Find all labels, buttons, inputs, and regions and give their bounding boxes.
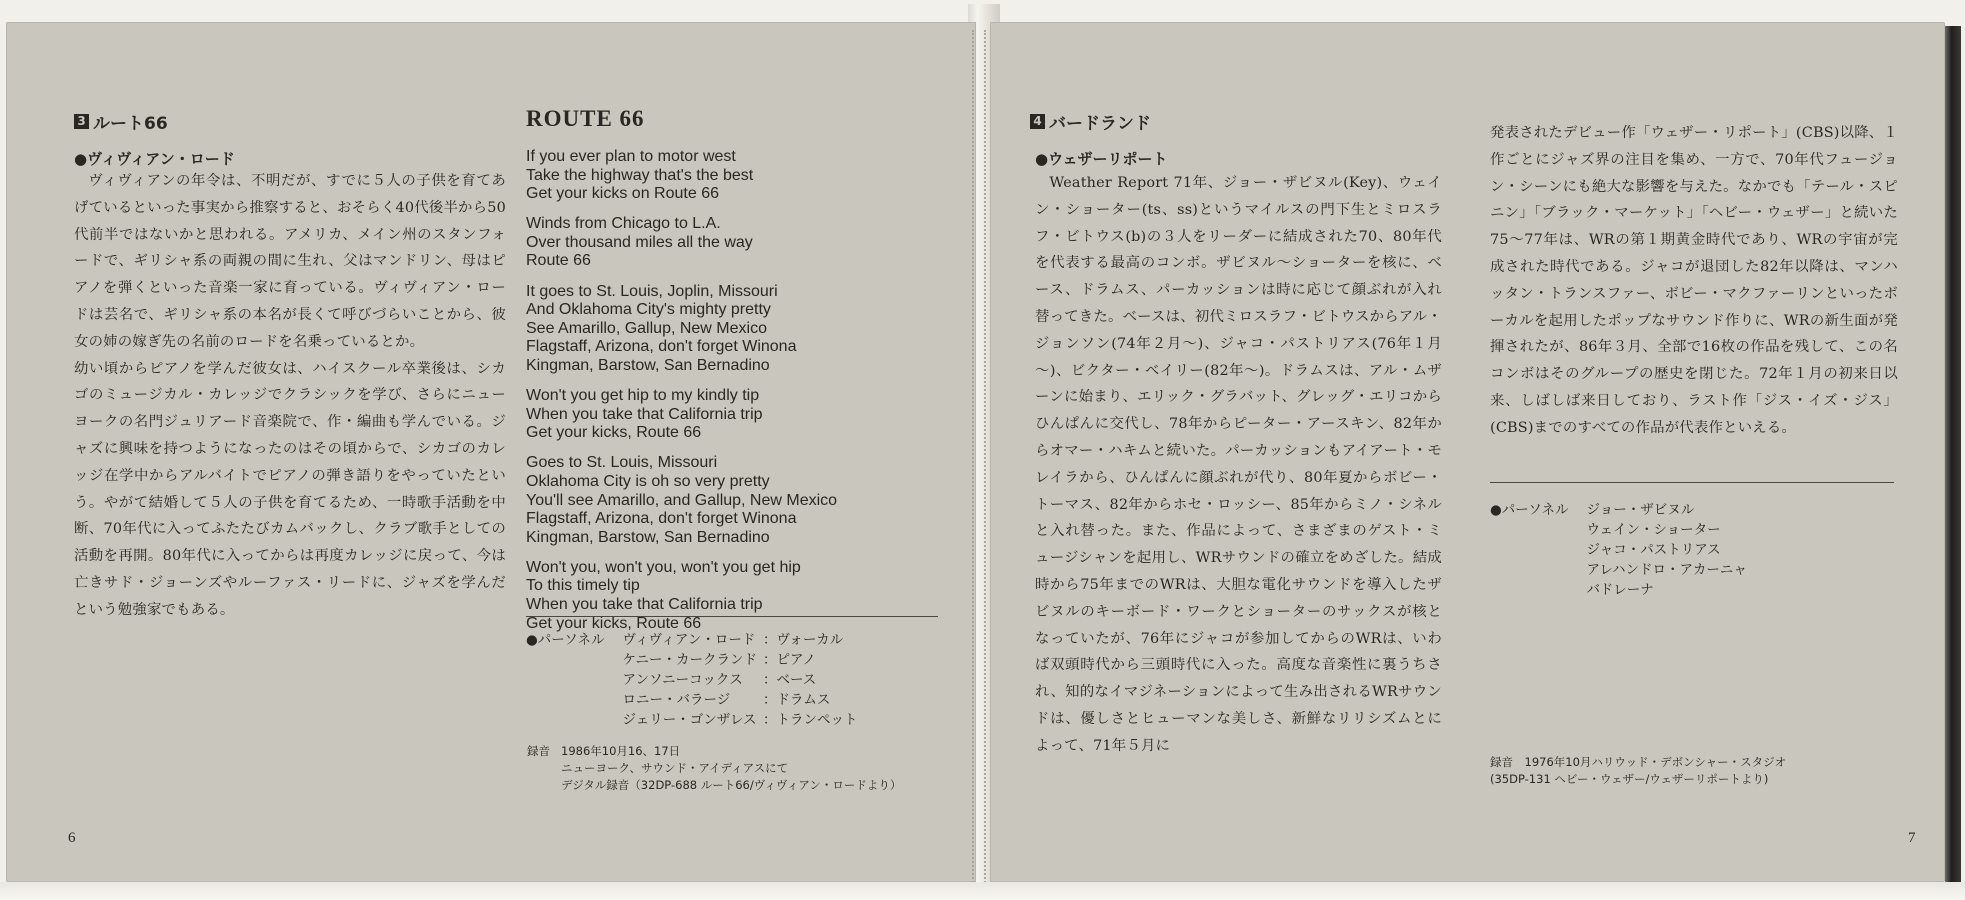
personnel-role: ：ピアノ xyxy=(762,652,816,668)
personnel-name: ジャコ・パストリアス xyxy=(1586,542,1721,558)
section-heading-birdland xyxy=(1030,109,1151,134)
personnel-name: アレハンドロ・アカーニャ xyxy=(1586,562,1747,578)
personnel-name: ヴィヴィアン・ロード xyxy=(622,632,756,648)
lyric-line: Route 66 xyxy=(526,252,591,270)
recording-line: (35DP-131 ヘビー・ウェザー/ウェザーリポートより) xyxy=(1490,772,1769,786)
recording-line: ニューヨーク、サウンド・アイディアスにて xyxy=(561,761,789,775)
recording-line: 1986年10月16、17日 xyxy=(561,744,681,758)
right-page xyxy=(990,22,1945,882)
bio-paragraph: ヴィヴィアンの年令は、不明だが、すでに５人の子供を育てあげているといった事実から推察すると、おそらく40代後半から50代前半ではないかと思われる。アメリカ、メイン州のスタンフォードで、ギリシャ系の両親の間に生れ、父はマンドリン、母はピアノを弾くといった音楽一家に育っている。ヴィヴィアン・ロードは芸名で、ギリシャ系の本名が長くて呼びづらいことから、彼女の姉の嫁ぎ先の名前のロードを名乗っているとか。 xyxy=(74,173,506,350)
personnel-role: ：ベース xyxy=(762,672,817,688)
lyric-stanza xyxy=(526,454,837,547)
personnel-row xyxy=(526,710,857,730)
divider-line xyxy=(1490,482,1894,483)
lyric-line: You'll see Amarillo, and Gallup, New Mexico xyxy=(526,491,838,509)
personnel-name: ジョー・ザビヌル xyxy=(1586,502,1695,518)
binding-stitch xyxy=(972,30,976,890)
bio-paragraph: 幼い頃からピアノを学んだ彼女は、ハイスクール卒業後は、シカゴのミュージカル・カレッジでクラシックを学び、さらにニューヨークの名門ジュリアード音楽院で、作・編曲も学んでいる。ジャズに興味を持つようになったのはその頃からで、シカゴのカレッジ在学中からアルバイトでピアノの弾き語りをやっていたという。やがて結婚して５人の子供を育てるため、一時歌手活動を中断、70年代に入ってふたたびカムバックし、クラブ歌手としての活動を再開。80年代に入ってからは再度カレッジに戻って、今は亡きサド・ジョーンズやルーファス・リードに、ジャズを学んだという勉強家でもある。 xyxy=(74,360,506,618)
recording-info xyxy=(526,742,902,795)
lyric-line: Kingman, Barstow, San Bernadino xyxy=(526,528,770,546)
song-title: ROUTE 66 xyxy=(526,106,645,131)
lyric-line: If you ever plan to motor west xyxy=(526,148,736,165)
lyric-line: Won't you, won't you, won't you get hip xyxy=(526,558,801,576)
personnel-role: ：ヴォーカル xyxy=(762,632,844,648)
personnel-name: ウェイン・ショーター xyxy=(1586,522,1721,538)
binding-stitch xyxy=(984,30,988,890)
cover-edge xyxy=(1945,26,1961,886)
personnel-row xyxy=(526,630,857,650)
personnel-role: ：トランペット xyxy=(762,712,858,728)
lyric-stanza xyxy=(526,215,837,271)
lyric-stanza xyxy=(526,148,837,204)
section-number-box: 3 xyxy=(74,114,89,129)
personnel-row xyxy=(526,650,857,670)
lyric-line: Oklahoma City is oh so very pretty xyxy=(526,472,770,490)
lyric-line: And Oklahoma City's mighty pretty xyxy=(526,301,771,319)
personnel-row xyxy=(526,670,857,690)
band-history-col1: Weather Report 71年、ジョー・ザビヌル(Key)、ウェイン・ショーター(ts、ss)というマイルスの門下生とミロスラフ・ビトウス(b)の３人をリーダーに結成された70、80年代を代表する最高のコンボ。ザビヌル～ショーターを核に、ベース、ドラムス、パーカッションは時に応じて顔ぶれが入れ替ってきた。ベースは、初代ミロスラフ・ビトウスからアル・ジョンソン(74年２月～)、ジャコ・パストリアス(76年１月～)、ビクター・ベイリー(82年～)。ドラムスは、アル・ムザーンに始まり、エリック・グラバット、グレッグ・エリコからひんぱんに交代し、78年からピーター・アースキン、82年からオマー・ハキムと続いた。パーカッションもアイアート・モレイラから、ひんぱんに顔ぶれが代り、80年夏からボビー・トーマス、82年からホセ・ロッシー、85年からミノ・シネルと入れ替った。また、作品によって、さまざまのゲスト・ミュージシャンを起用し、WRサウンドの確立をめざした。結成時から75年までのWRは、大胆な電化サウンドを導入したザビヌルのキーボード・ワークとショーターのサックスが核となっていたが、76年にジャコが参加してからのWRは、いわば双頭時代から三頭時代に入った。高度な音楽性に裏うちされ、知的なイマジネーションによって生み出されるWRサウンドは、優しさとヒューマンな美しさ、新鮮なリリシズムとによって、71年５月に xyxy=(1035,175,1442,754)
personnel-list xyxy=(1490,500,1747,600)
personnel-label: ●パーソネル xyxy=(526,632,605,648)
personnel-spacer xyxy=(526,710,622,730)
personnel-spacer xyxy=(526,670,622,690)
page-number: 7 xyxy=(1908,830,1916,846)
lyric-line: Get your kicks, Route 66 xyxy=(526,614,702,632)
section-title: バードランド xyxy=(1049,114,1151,134)
divider-line xyxy=(526,616,938,617)
personnel-spacer xyxy=(526,690,622,710)
lyric-line: It goes to St. Louis, Joplin, Missouri xyxy=(526,282,778,300)
bottom-margin xyxy=(0,882,1965,900)
personnel-label: ●パーソネル xyxy=(1490,502,1569,518)
lyric-stanza xyxy=(526,559,837,633)
lyric-line: Kingman, Barstow, San Bernadino xyxy=(526,356,770,374)
lyric-line: Winds from Chicago to L.A. xyxy=(526,215,721,233)
personnel-name: バドレーナ xyxy=(1586,582,1654,598)
recording-info xyxy=(1490,754,1786,788)
personnel-name: ジェリー・ゴンザレス xyxy=(622,712,757,728)
lyric-stanza xyxy=(526,387,837,443)
personnel-role: ：ドラムス xyxy=(762,692,831,708)
left-page xyxy=(6,22,976,882)
artist-subheading: ●ウェザーリポート xyxy=(1035,150,1168,168)
lyric-line: When you take that California trip xyxy=(526,595,763,613)
artist-subheading: ●ヴィヴィアン・ロード xyxy=(74,150,235,168)
personnel-list xyxy=(526,630,857,730)
lyric-line: Get your kicks on Route 66 xyxy=(526,185,719,203)
personnel-row xyxy=(526,690,857,710)
personnel-spacer xyxy=(526,650,622,670)
section-title: ルート66 xyxy=(93,114,168,134)
section-heading-route66 xyxy=(74,109,168,134)
lyrics-block xyxy=(526,148,837,645)
lyric-line: When you take that California trip xyxy=(526,405,763,423)
personnel-name: ロニー・バラージ xyxy=(622,692,731,708)
lyric-line: Get your kicks, Route 66 xyxy=(526,424,702,442)
lyric-line: Flagstaff, Arizona, don't forget Winona xyxy=(526,338,797,356)
personnel-name: アンソニーコックス xyxy=(622,672,743,688)
lyric-line: Won't you get hip to my kindly tip xyxy=(526,387,760,405)
personnel-name: ケニー・カークランド xyxy=(622,652,757,668)
lyric-line: Over thousand miles all the way xyxy=(526,233,753,251)
lyric-line: To this timely tip xyxy=(526,577,640,595)
lyric-stanza xyxy=(526,283,837,376)
lyric-line: Flagstaff, Arizona, don't forget Winona xyxy=(526,510,797,528)
lyric-line: See Amarillo, Gallup, New Mexico xyxy=(526,319,767,337)
page-number: 6 xyxy=(68,830,76,846)
lyric-line: Take the highway that's the best xyxy=(526,166,754,184)
recording-line: デジタル録音（32DP-688 ルート66/ヴィヴィアン・ロードより） xyxy=(561,778,902,792)
section-number-box: 4 xyxy=(1030,114,1045,129)
artist-biography xyxy=(74,168,506,624)
lyric-line: Goes to St. Louis, Missouri xyxy=(526,454,718,472)
recording-line: 録音 1976年10月ハリウッド・デボンシャー・スタジオ xyxy=(1490,755,1787,769)
recording-label: 録音 xyxy=(527,744,550,758)
band-history-col2: 発表されたデビュー作「ウェザー・リポート」(CBS)以降、１作ごとにジャズ界の注目を集め、一方で、70年代フュージョン・シーンにも絶大な影響を与えた。なかでも「テール・スピニン」「ブラック・マーケット」「ヘビー・ウェザー」と続いた75～77年は、WRの第１期黄金時代であり、WRの宇宙が完成された時代である。ジャコが退団した82年以降は、マンハッタン・トランスファー、ボビー・マクファーリンといったボーカルを起用したポップなサウンド作りに、WRの新生面が発揮されたが、86年３月、全部で16枚の作品を残して、この名コンボはそのグループの歴史を閉じた。72年１月の初来日以来、しばしば来日しており、ラスト作「ジス・イズ・ジス」(CBS)までのすべての作品が代表作といえる。 xyxy=(1490,125,1898,436)
